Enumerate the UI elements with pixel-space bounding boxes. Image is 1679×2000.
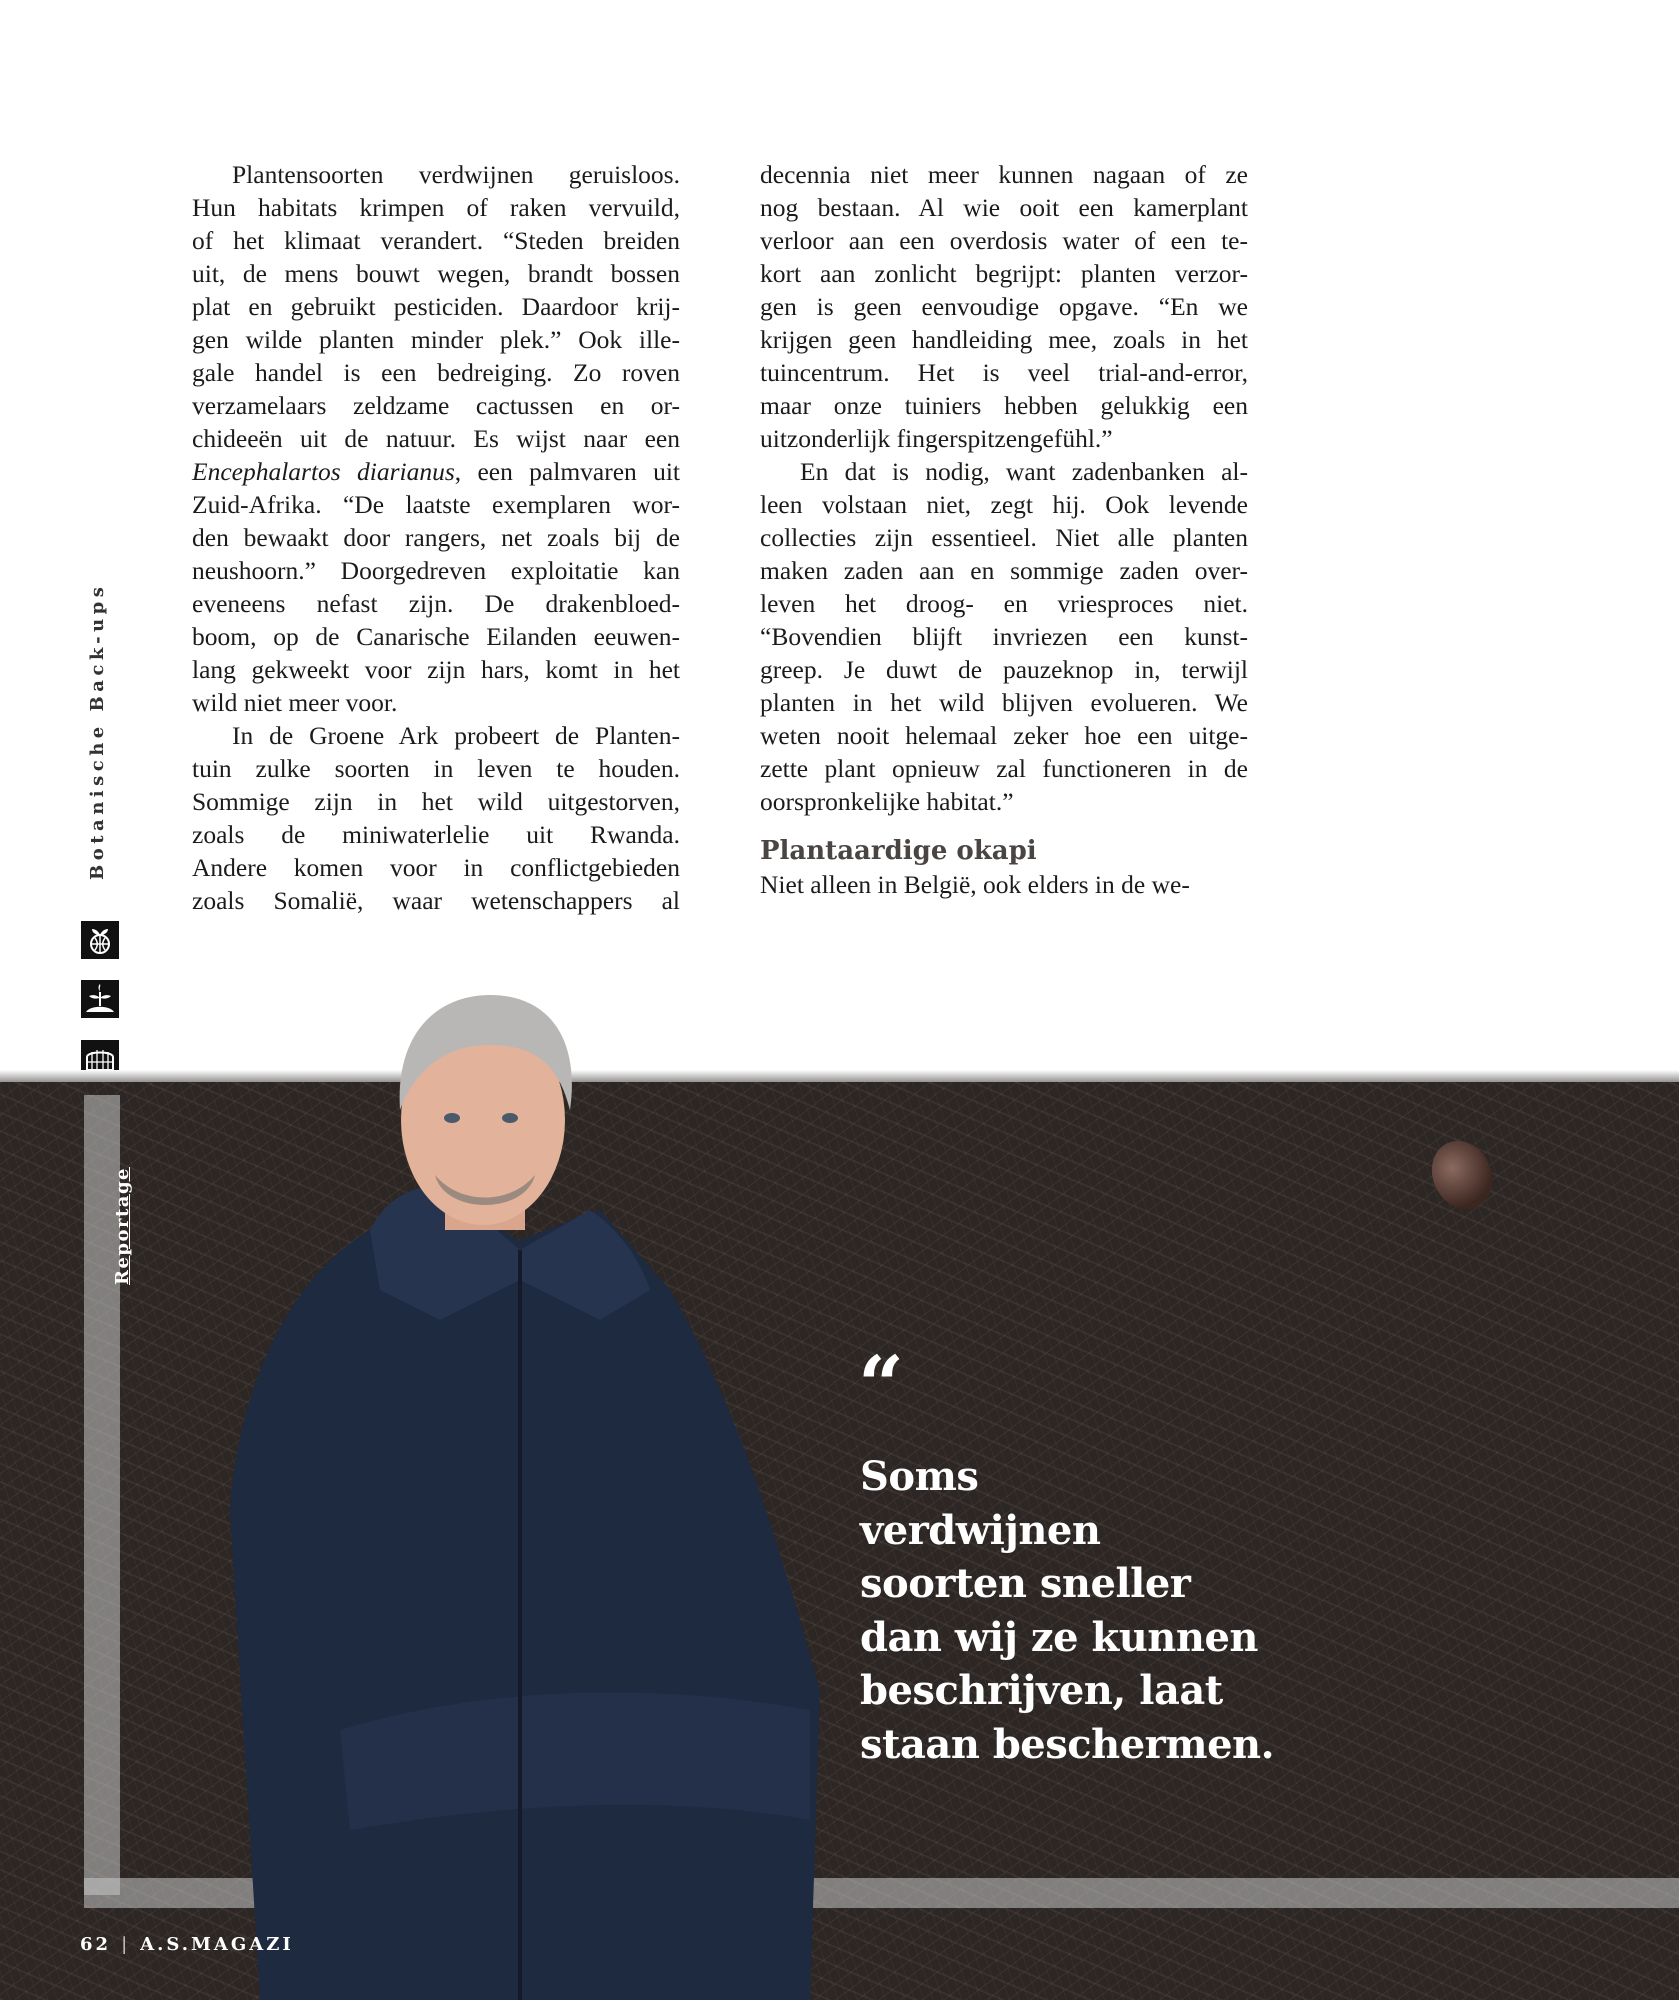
text-line: Andere komen voor in conflictgebieden <box>192 853 680 882</box>
text-line: maar onze tuiniers hebben gelukkig een <box>760 391 1248 420</box>
section-label: Botanische Back-ups <box>87 582 108 880</box>
text-line: Zuid-Afrika. “De laatste exemplaren wor- <box>192 490 680 519</box>
text-line: krijgen geen handleiding mee, zoals in het <box>760 325 1248 354</box>
page-number: 62 <box>80 1934 112 1955</box>
text-line: collecties zijn essentieel. Niet alle planten <box>760 523 1248 552</box>
text-line: kort aan zonlicht begrijpt: planten verzor- <box>760 259 1248 288</box>
article-column-2 <box>760 158 1248 901</box>
text-line: verloor aan een overdosis water of een te- <box>760 226 1248 255</box>
text-line: den bewaakt door rangers, net zoals bij de <box>192 523 680 552</box>
sprout-icon <box>81 980 119 1018</box>
pull-quote <box>860 1450 1460 1772</box>
text-line <box>192 455 680 488</box>
pull-quote-line: dan wij ze kunnen <box>860 1613 1259 1661</box>
text-line: “Bovendien blijft invriezen een kunst- <box>760 622 1248 651</box>
text-line: maken zaden aan en sommige zaden over- <box>760 556 1248 585</box>
footer-separator: | <box>121 1934 131 1955</box>
text-line: uitzonderlijk fingerspitzengefühl.” <box>760 424 1113 453</box>
text-line: zette plant opnieuw zal functioneren in de <box>760 754 1248 783</box>
text-line: planten in het wild blijven evolueren. We <box>760 688 1248 717</box>
text-line: boom, op de Canarische Eilanden eeuwen- <box>192 622 680 651</box>
text-line: gen is geen eenvoudige opgave. “En we <box>760 292 1248 321</box>
text-line: eveneens nefast zijn. De drakenbloed- <box>192 589 680 618</box>
text-line: gen wilde planten minder plek.” Ook ille- <box>192 325 680 354</box>
text-line: nog bestaan. Al wie ooit een kamerplant <box>760 193 1248 222</box>
text-line: decennia niet meer kunnen nagaan of ze <box>760 160 1248 189</box>
text-line: verzamelaars zeldzame cactussen en or- <box>192 391 680 420</box>
italic-species-name: Encephalartos diarianus <box>192 457 455 486</box>
text-line: neushoorn.” Doorgedreven exploitatie kan <box>192 556 680 585</box>
text-line: tuincentrum. Het is veel trial-and-error, <box>760 358 1248 387</box>
text-line: of het klimaat verandert. “Steden breiden <box>192 226 680 255</box>
text-line: Sommige zijn in het wild uitgestorven, <box>192 787 680 816</box>
text-line: leven het droog- en vriesproces niet. <box>760 589 1248 618</box>
text-line: oorspronkelijke habitat.” <box>760 787 1014 816</box>
text-line: Hun habitats krimpen of raken vervuild, <box>192 193 680 222</box>
text-line: greep. Je duwt de pauzeknop in, terwijl <box>760 655 1248 684</box>
text-line: leen volstaan niet, zegt hij. Ook levende <box>760 490 1248 519</box>
text-line-rest: , een palmvaren uit <box>454 457 680 486</box>
page-footer <box>80 1934 294 1955</box>
pull-quote-line: Soms <box>860 1453 979 1500</box>
article-column-1 <box>192 158 680 917</box>
category-label: Reportage <box>112 1166 133 1285</box>
text-line: In de Groene Ark probeert de Planten- <box>232 721 680 750</box>
portrait-photo <box>220 990 820 2000</box>
pull-quote-line: soorten sneller <box>860 1560 1191 1608</box>
text-line: zoals Somalië, waar wetenschappers al <box>192 886 680 915</box>
text-line: uit, de mens bouwt wegen, brandt bossen <box>192 259 680 288</box>
text-line: lang gekweekt voor zijn hars, komt in het <box>192 655 680 684</box>
text-line: zoals de miniwaterlelie uit Rwanda. <box>192 820 680 849</box>
quote-mark-icon: “ <box>858 1338 905 1432</box>
text-line: tuin zulke soorten in leven te houden. <box>192 754 680 783</box>
globe-plant-icon <box>81 921 119 959</box>
text-line: wild niet meer voor. <box>192 688 398 717</box>
text-line: Plantensoorten verdwijnen geruisloos. <box>232 160 680 189</box>
text-line: En dat is nodig, want zadenbanken al- <box>800 457 1248 486</box>
text-line: chideeën uit de natuur. Es wijst naar een <box>192 424 680 453</box>
magazine-name: A.S.MAGAZI <box>140 1934 294 1955</box>
subheading: Plantaardige okapi <box>760 836 1037 866</box>
pull-quote-line: staan beschermen. <box>860 1720 1275 1768</box>
pull-quote-line: verdwijnen <box>860 1506 1101 1554</box>
pull-quote-line: beschrijven, laat <box>860 1667 1223 1715</box>
text-line: weten nooit helemaal zeker hoe een uitge- <box>760 721 1248 750</box>
text-line: Niet alleen in België, ook elders in de we- <box>760 870 1190 899</box>
text-line: plat en gebruikt pesticiden. Daardoor krij- <box>192 292 680 321</box>
text-line: gale handel is een bedreiging. Zo roven <box>192 358 680 387</box>
